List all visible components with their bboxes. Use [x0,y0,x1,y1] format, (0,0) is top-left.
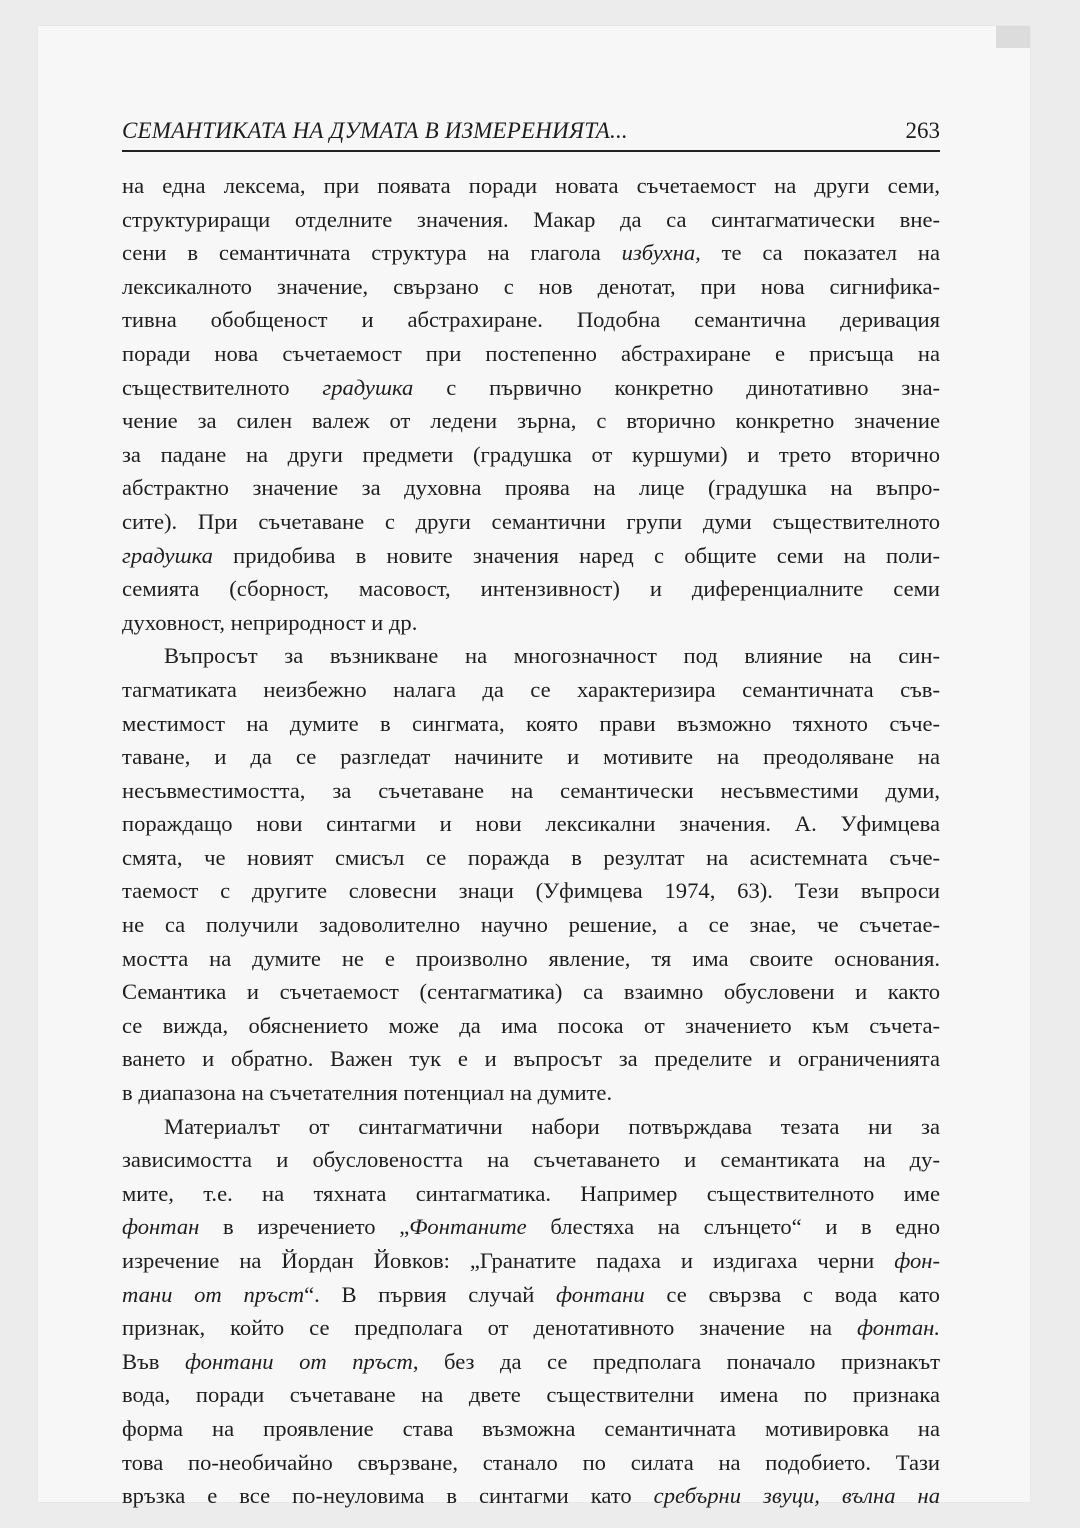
text-line [122,1143,940,1177]
text-line [122,572,940,606]
text-line [122,707,940,741]
text-span: Въпросът за възникване на многозначност под влияние на син- [164,643,940,669]
italic-text-span: градушка [122,542,213,568]
text-line [122,169,940,203]
running-title: СЕМАНТИКАТА НА ДУМАТА В ИЗМЕРЕНИЯТА... [122,118,628,143]
text-line [122,874,940,908]
text-line [122,1378,940,1412]
text-line [122,438,940,472]
text-span: Материалът от синтагматични набори потвърждава тезата ни за [164,1113,940,1139]
italic-text-span: фон- [894,1248,940,1273]
text-line [122,740,940,774]
text-line [122,975,940,1009]
italic-text-span: избухна, [621,240,701,266]
text-line [122,303,940,337]
text-span: таване, и да се разгледат начините и мотивите на преодоляване на [122,744,940,770]
text-line [122,505,940,539]
text-span: на една лексема, при появата поради новата съчетаемост на други семи, [122,173,940,198]
text-span: таемост с другите словесни знаци (Уфимцева 1974, 63). Тези въпроси [122,878,940,904]
text-line [122,203,940,237]
text-line [122,639,940,673]
text-span: “. В първия случай [304,1281,557,1307]
text-span: Във [122,1348,185,1374]
running-header [122,110,940,152]
text-line [122,337,940,371]
text-span: сени в семантичната структура на глагола [122,240,622,266]
italic-text-span: тани от пръст [122,1281,305,1307]
text-line [122,1479,940,1513]
book-page [38,26,1030,1509]
italic-text-span: фонтан. [857,1315,940,1341]
text-span: блестяха на слънцето“ и в едно [526,1214,940,1240]
text-line [122,1278,940,1312]
text-line [122,471,940,505]
text-span: лексикалното значение, свързано с нов денотат, при нова сигнифика- [122,273,940,299]
text-span: абстрактно значение за духовна проява на лице (градушка на въпро- [122,475,940,501]
italic-text-span: фонтани [556,1281,645,1307]
text-span: вода, поради съчетаване на двете съществителни имена по признака [122,1382,940,1408]
text-span: в изречението „ [199,1214,410,1240]
text-line [122,404,940,438]
text-span: духовност, неприродност и др. [122,609,418,635]
page-number: 263 [905,118,940,143]
text-span: съществителното [122,374,323,400]
text-span: тагматиката неизбежно налага да се характеризира семантичната съв- [122,676,940,702]
text-line [122,1311,940,1345]
text-line [122,841,940,875]
text-span: зависимостта и обусловеността на съчетаването и семантиката на ду- [122,1147,940,1173]
text-span: поради нова съчетаемост при постепенно абстрахиране е присъща на [122,340,940,366]
text-span: признак, който се предполага от денотативното значение на [122,1315,857,1341]
text-line [122,1042,940,1076]
text-line [122,1076,940,1110]
text-span: не са получили задоволително научно решение, а се знае, че съчетае- [122,912,940,938]
text-span: семията (сборност, масовост, интензивност) и диференциалните семи [122,576,940,602]
text-span: Семантика и съчетаемост (сентагматика) са взаимно обусловени и както [122,979,940,1005]
text-line [122,606,940,640]
text-span: местимост на думите в сингмата, която прави възможно тяхното съче- [122,710,940,736]
text-line [122,908,940,942]
italic-text-span: сребърни звуци, вълна на [653,1483,941,1509]
text-span: несъвместимостта, за съчетаване на семантически несъвместими думи, [122,777,940,803]
text-span: мите, т.е. на тяхната синтагматика. Например съществителното име [122,1180,940,1206]
text-span: сите). При съчетаване с други семантични групи думи съществителното [122,508,940,534]
text-span: пораждащо нови синтагми и нови лексикални значения. А. Уфимцева [122,811,940,837]
text-span: се вижда, обяснението може да има посока от значението към съчета- [122,1012,940,1038]
page-corner-tab [996,26,1030,48]
text-span: , без да се предполага поначало признакът [412,1348,941,1374]
text-span: тивна обобщеност и абстрахиране. Подобна семантична деривация [122,307,940,333]
text-line [122,1345,940,1379]
text-line [122,942,940,976]
text-span: придобива в новите значения наред с общите семи на поли- [212,542,940,568]
text-span: те са показател на [700,240,941,266]
text-line [122,270,940,304]
text-span: за падане на други предмети (градушка от куршуми) и трето вторично [122,441,940,467]
text-line [122,1210,940,1244]
text-span: това по-необичайно свързване, станало по силата на подобието. Тази [122,1449,940,1475]
text-line [122,236,940,270]
text-span: се свързва с вода като [644,1281,940,1307]
text-span: ването и обратно. Важен тук е и въпросът за пределите и ограниченията [122,1046,940,1072]
italic-text-span: Фонтаните [409,1214,527,1240]
text-span: смята, че новият смисъл се поражда в резултат на асистемната съче- [122,844,940,870]
text-span: връзка е все по-неуловима в синтагми като [122,1483,654,1509]
text-line [122,539,940,573]
text-line [122,371,940,405]
italic-text-span: фонтани от пръст [184,1348,413,1374]
text-span: чение за силен валеж от ледени зърна, с вторично конкретно значение [122,408,940,434]
text-span: с първично конкретно динотативно зна- [413,374,940,400]
text-span: структуриращи отделните значения. Макар да са синтагматически вне- [122,206,940,232]
text-line [122,1412,940,1446]
text-line [122,1446,940,1480]
text-line [122,1177,940,1211]
text-line [122,1009,940,1043]
text-span: мостта на думите не е произволно явление, тя има своите основания. [122,945,940,971]
text-line [122,1110,940,1144]
text-span: изречение на Йордан Йовков: „Гранатите падаха и издигаха черни [122,1248,895,1273]
text-line [122,774,940,808]
text-span: форма на проявление става възможна семантичната мотивировка на [122,1415,940,1441]
italic-text-span: градушка [322,374,414,400]
body-text [122,169,940,1513]
text-line [122,1244,940,1278]
text-line [122,673,940,707]
text-line [122,807,940,841]
italic-text-span: фонтан [122,1214,200,1240]
text-span: в диапазона на съчетателния потенциал на думите. [122,1080,613,1106]
